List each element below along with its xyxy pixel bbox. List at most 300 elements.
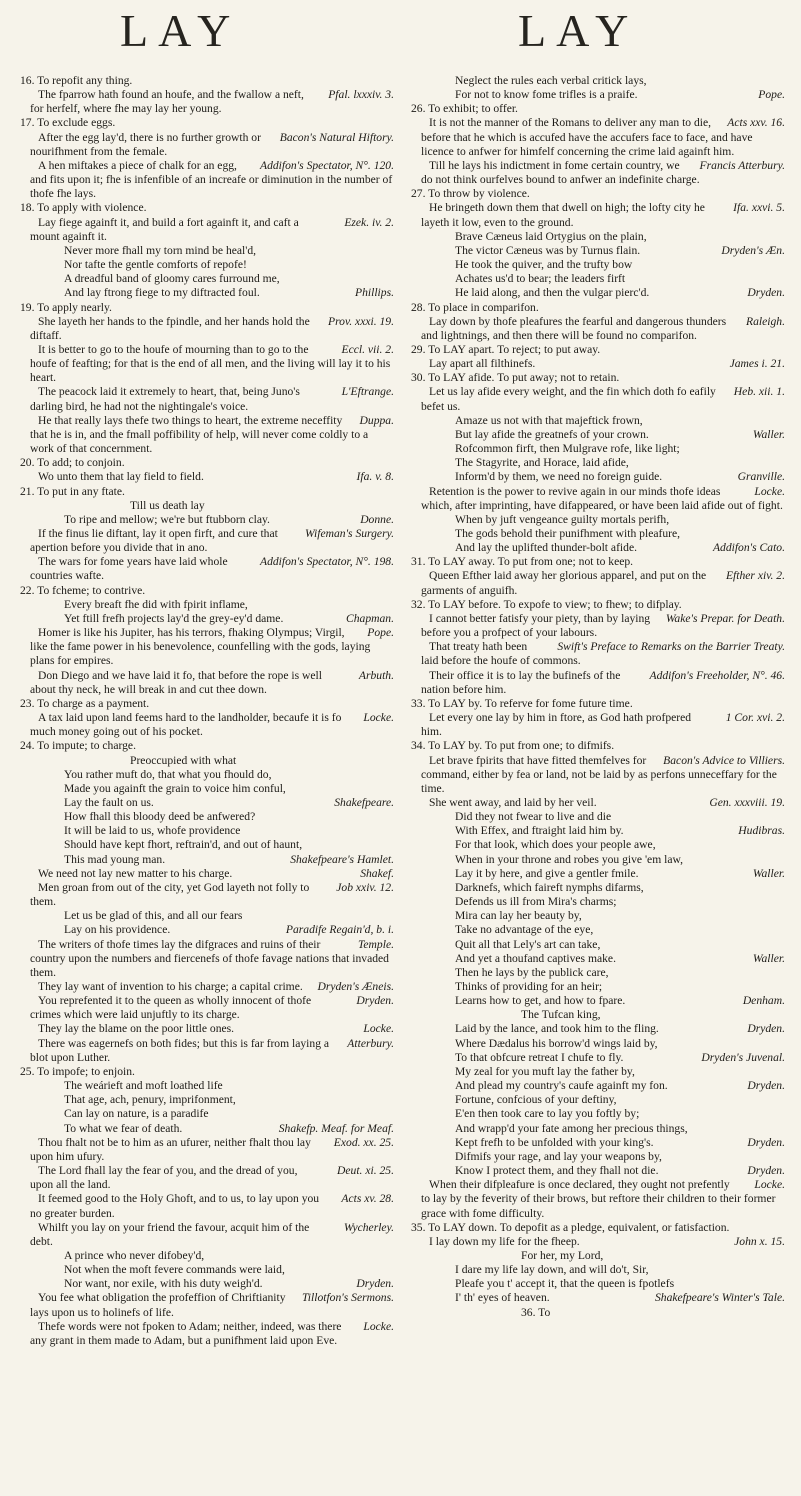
- entry-text: The Tufcan king,: [521, 1008, 601, 1022]
- quotation: [20, 1320, 394, 1348]
- verse-line: [20, 824, 394, 838]
- verse-line: [411, 994, 785, 1008]
- entry-text: And yet a thoufand captives make.: [455, 951, 616, 965]
- entry-text: If the finus lie diftant, lay it open firft, and cure that apertion before you divide that in ano.: [30, 527, 278, 555]
- citation: Locke.: [363, 1022, 394, 1036]
- quotation: [20, 867, 394, 881]
- entry-text: Wo unto them that lay field to field.: [38, 470, 204, 484]
- entry-text: I dare my life lay down, and will do't, Sir,: [455, 1263, 649, 1277]
- citation: Granville.: [737, 470, 785, 484]
- citation: Locke.: [754, 484, 785, 498]
- verse-line: [20, 1107, 394, 1121]
- entry-text: 24. To impute; to charge.: [20, 739, 136, 753]
- sense-heading: [20, 739, 394, 753]
- entry-text: E'en then took care to lay you foftly by;: [455, 1107, 640, 1121]
- citation: Ezek. iv. 2.: [344, 215, 394, 229]
- entry-text: Laid by the lance, and took him to the fling.: [455, 1022, 659, 1036]
- sense-heading: [20, 116, 394, 130]
- verse-line: [411, 258, 785, 272]
- entry-text: Learns how to get, and how to fpare.: [455, 994, 626, 1008]
- right-column: [411, 74, 785, 1484]
- citation: James i. 21.: [729, 357, 785, 371]
- citation: Waller.: [752, 427, 785, 441]
- verse-line: [411, 810, 785, 824]
- citation: Atterbury.: [347, 1036, 394, 1050]
- verse-line: [411, 1093, 785, 1107]
- entry-text: Men groan from out of the city, yet God layeth not folly to them.: [30, 880, 310, 909]
- verse-line: [411, 1291, 785, 1305]
- verse-line: [411, 938, 785, 952]
- entry-text: 27. To throw by violence.: [411, 187, 530, 201]
- citation: Efther xiv. 2.: [725, 569, 785, 583]
- entry-text: Achates us'd to bear; the leaders firft: [455, 272, 626, 286]
- sense-heading: [411, 555, 785, 569]
- entry-text: Not when the moft fevere commands were laid,: [64, 1263, 285, 1277]
- quotation: [20, 131, 394, 159]
- verse-line: [411, 824, 785, 838]
- entry-text: 34. To LAY by. To put from one; to difmifs.: [411, 739, 615, 753]
- sense-heading: [411, 371, 785, 385]
- entry-text: It is not the manner of the Romans to deliver any man to die, before that he which is accufed have the accufers face to face, and have licence to anfwer for himfelf concerning the crime laid againft him.: [421, 116, 753, 158]
- citation: Dryden.: [356, 994, 394, 1008]
- left-column: [20, 74, 394, 1484]
- entry-text: Let brave fpirits that have fitted themfelves for command, either by fea or land, not be laid by as perfons unneceffary for the time.: [421, 753, 777, 795]
- sense-heading: [411, 697, 785, 711]
- entry-text: 28. To place in comparifon.: [411, 300, 539, 314]
- citation: Duppa.: [359, 413, 394, 427]
- sense-heading: [411, 301, 785, 315]
- entry-text: But lay afide the greatnefs of your crown.: [455, 427, 649, 441]
- verse-line: [20, 286, 394, 300]
- entry-text: 32. To LAY before. To expofe to view; to fhew; to difplay.: [411, 597, 682, 611]
- citation: Addifon's Cato.: [712, 541, 785, 555]
- entry-text: It will be laid to us, whofe providence: [64, 824, 241, 838]
- citation: Shakef.: [360, 866, 394, 880]
- verse-line: [411, 456, 785, 470]
- entry-text: There was eagernefs on both fides; but this is far from laying a blot upon Luther.: [30, 1036, 330, 1064]
- entry-text: Homer is like his Jupiter, has his terrors, fhaking Olympus; Virgil, like the fame power in his benevolence, counfelling with the gods, laying plans for empires.: [30, 626, 371, 668]
- citation: Shakefp. Meaf. for Meaf.: [278, 1121, 394, 1135]
- quotation: [20, 88, 394, 116]
- quotation: [411, 612, 785, 640]
- entry-text: 29. To LAY apart. To reject; to put away.: [411, 342, 601, 356]
- entry-text: He laid along, and then the vulgar pierc'd.: [455, 286, 650, 300]
- citation: Wake's Prepar. for Death.: [665, 611, 785, 625]
- verse-line: [20, 923, 394, 937]
- entry-text: Never more fhall my torn mind be heal'd,: [64, 243, 257, 257]
- citation: Dryden's Æn.: [721, 243, 785, 257]
- citation: Waller.: [752, 951, 785, 965]
- citation: Tillotfon's Sermons.: [301, 1291, 394, 1305]
- citation: Deut. xi. 25.: [337, 1164, 394, 1178]
- citation: Arbuth.: [358, 668, 394, 682]
- verse-line: [411, 1022, 785, 1036]
- entry-text: That treaty hath been laid before the houfe of commons.: [421, 640, 581, 668]
- entry-text: For not to know fome trifles is a praife.: [455, 88, 638, 102]
- verse-line: [411, 230, 785, 244]
- verse-line: [20, 1122, 394, 1136]
- quotation: [411, 485, 785, 513]
- entry-text: You reprefented it to the queen as wholly innocent of thofe crimes which were laid unjuftly to its charge.: [30, 994, 312, 1022]
- citation: Pope.: [367, 626, 394, 640]
- quotation: [411, 315, 785, 343]
- entry-text: 31. To LAY away. To put from one; not to keep.: [411, 555, 634, 569]
- entry-text: Thefe words were not fpoken to Adam; neither, indeed, was there any grant in them made to Adam, but a punifhment laid upon Eve.: [30, 1319, 342, 1347]
- entry-text: The Lord fhall lay the fear of you, and the dread of you, upon all the land.: [30, 1164, 298, 1192]
- citation: Bacon's Advice to Villiers.: [663, 753, 785, 767]
- entry-text: The peacock laid it extremely to heart, that, being Juno's darling bird, he had not the nightingale's voice.: [30, 385, 300, 413]
- entry-text: The gods behold their punifhment with pleafure,: [455, 527, 681, 540]
- citation: Francis Atterbury.: [699, 158, 785, 172]
- entry-text: Retention is the power to revive again in our minds thofe ideas which, after imprinting, have difappeared, or have been laid afide out of fight.: [421, 484, 783, 512]
- entry-text: Their office it is to lay the bufinefs of the nation before him.: [421, 668, 621, 696]
- verse-line: [411, 1051, 785, 1065]
- quotation: [20, 1037, 394, 1065]
- verse-line: [411, 1037, 785, 1051]
- entry-text: Lay it by here, and give a gentler fmile.: [455, 866, 639, 880]
- citation: Swift's Preface to Remarks on the Barrier Treaty.: [557, 640, 785, 654]
- citation: L'Eftrange.: [341, 385, 394, 399]
- running-head-right: LAY: [518, 5, 639, 56]
- entry-text: A hen miftakes a piece of chalk for an egg, and fits upon it; fhe is infenfible of an increafe or diminution in the number of thofe fhe lays.: [30, 158, 393, 201]
- entry-text: With Effex, and ftraight laid him by.: [455, 824, 624, 838]
- citation: Chapman.: [346, 611, 394, 625]
- entry-text: 18. To apply with violence.: [20, 201, 147, 215]
- entry-text: I lay down my life for the fheep.: [429, 1234, 580, 1248]
- verse-line: [20, 598, 394, 612]
- citation: Wycherley.: [343, 1220, 394, 1234]
- citation: Shakefpeare.: [334, 795, 394, 809]
- entry-text: Till us death lay: [130, 498, 205, 512]
- verse-line: [411, 838, 785, 852]
- citation: Ifa. xxvi. 5.: [733, 201, 785, 215]
- entry-text: And lay the uplifted thunder-bolt afide.: [455, 541, 637, 555]
- entry-text: To what we fear of death.: [64, 1121, 183, 1135]
- entry-text: After the egg lay'd, there is no further growth or nourifhment from the female.: [30, 130, 261, 158]
- verse-line: [20, 612, 394, 626]
- entry-text: Lay the fault on us.: [64, 795, 154, 809]
- citation: Addifon's Spectator, N°. 120.: [259, 158, 394, 172]
- verse-line: [411, 527, 785, 541]
- verse-line: [411, 952, 785, 966]
- sense-heading: [20, 1065, 394, 1079]
- entry-text: They lay want of invention to his charge; a capital crime.: [38, 980, 303, 993]
- quotation: [20, 980, 394, 994]
- verse-line: [411, 88, 785, 102]
- verse-line: [20, 1079, 394, 1093]
- citation: Dryden.: [747, 1079, 785, 1093]
- entry-text: She layeth her hands to the fpindle, and her hands hold the diftaff.: [30, 314, 310, 342]
- entry-text: Let us be glad of this, and all our fears: [64, 909, 243, 923]
- entry-text: It is better to go to the houfe of mourning than to go to the houfe of feafting; for that is the end of all men, and the living will lay it to his heart.: [30, 342, 391, 385]
- quotation: [20, 555, 394, 583]
- page-header: [0, 4, 801, 64]
- entry-text: A dreadful band of gloomy cares furround me,: [64, 272, 280, 286]
- entry-text: Inform'd by them, we need no foreign guide.: [455, 470, 663, 484]
- quotation: [20, 1291, 394, 1319]
- entry-text: And lay ftrong fiege to my diftracted foul.: [64, 286, 260, 300]
- verse-line: [411, 286, 785, 300]
- verse-line: [411, 980, 785, 994]
- entry-text: 33. To LAY by. To referve for fome future time.: [411, 696, 633, 710]
- entry-text: Defends us ill from Mira's charms;: [455, 895, 617, 909]
- verse-line: [20, 768, 394, 782]
- quotation: [411, 1178, 785, 1220]
- sense-heading: [411, 343, 785, 357]
- entry-text: Kept frefh to be unfolded with your king's.: [455, 1135, 654, 1149]
- citation: Shakefpeare's Winter's Tale.: [654, 1291, 785, 1305]
- citation: 1 Cor. xvi. 2.: [725, 711, 785, 725]
- entry-text: My zeal for you muft lay the father by,: [455, 1064, 635, 1078]
- entry-text: 26. To exhibit; to offer.: [411, 102, 518, 116]
- citation: Dryden.: [356, 1277, 394, 1291]
- entry-text: When by juft vengeance guilty mortals perifh,: [455, 512, 670, 526]
- entry-text: The fparrow hath found an houfe, and the fwallow a neft, for herfelf, where fhe may lay her young.: [30, 88, 304, 116]
- citation: Dryden.: [747, 1164, 785, 1178]
- verse-line: [20, 909, 394, 923]
- entry-text: Lay on his providence.: [64, 923, 171, 937]
- verse-line: [20, 244, 394, 258]
- entry-text: Pleafe you t' accept it, that the queen is fpotlefs: [455, 1277, 675, 1291]
- entry-text: How fhall this bloody deed be anfwered?: [64, 810, 256, 824]
- verse-line: [20, 272, 394, 286]
- citation: Gen. xxxviii. 19.: [709, 795, 785, 809]
- citation: John x. 15.: [734, 1234, 785, 1248]
- sense-heading: [20, 697, 394, 711]
- verse-line: [411, 1065, 785, 1079]
- verse-line: [20, 513, 394, 527]
- entry-text: And wrapp'd your fate among her precious things,: [455, 1121, 688, 1135]
- citation: Shakefpeare's Hamlet.: [290, 852, 394, 866]
- entry-text: 25. To impofe; to enjoin.: [20, 1064, 135, 1078]
- quotation: [411, 796, 785, 810]
- verse-line: [20, 838, 394, 852]
- verse-line: [20, 782, 394, 796]
- citation: Dryden.: [747, 286, 785, 300]
- entry-text: I cannot better fatisfy your piety, than by laying before you a profpect of your labours.: [421, 611, 651, 640]
- verse-line: [20, 1093, 394, 1107]
- entry-text: They lay the blame on the poor little ones.: [38, 1022, 235, 1036]
- citation: Exod. xx. 25.: [333, 1135, 394, 1149]
- verse-line: [20, 258, 394, 272]
- entry-text: When their difpleafure is once declared, they ought not prefently to lay by the feverity of their brows, but reftore their children to their former grace with fome difficulty.: [421, 1178, 776, 1220]
- citation: Dryden's Æneis.: [317, 980, 394, 993]
- verse-line: [20, 754, 394, 768]
- citation: Dryden's Juvenal.: [701, 1050, 785, 1064]
- entry-text: Whilft you lay on your friend the favour, acquit him of the debt.: [30, 1220, 310, 1248]
- sense-heading: [20, 584, 394, 598]
- verse-line: [411, 1164, 785, 1178]
- entry-text: Know I protect them, and they fhall not die.: [455, 1164, 659, 1178]
- entry-text: Made you againft the grain to voice him conful,: [64, 781, 286, 795]
- entry-text: Fortune, confcious of your deftiny,: [455, 1093, 617, 1107]
- entry-text: A prince who never difobey'd,: [64, 1248, 205, 1262]
- quotation: [20, 470, 394, 484]
- entry-text: Let every one lay by him in ftore, as God hath profpered him.: [421, 711, 692, 739]
- quotation: [411, 640, 785, 668]
- citation: Addifon's Freeholder, N°. 46.: [649, 668, 785, 682]
- sense-heading: [411, 739, 785, 753]
- entry-text: Quit all that Lely's art can take,: [455, 937, 601, 951]
- verse-line: [411, 244, 785, 258]
- running-head-left: LAY: [120, 5, 241, 56]
- quotation: [20, 1221, 394, 1249]
- citation: Eccl. vii. 2.: [341, 342, 394, 356]
- verse-line: [20, 1249, 394, 1263]
- quotation: [411, 1235, 785, 1249]
- entry-text: Thou fhalt not be to him as an ufurer, neither fhalt thou lay upon him ufury.: [30, 1135, 311, 1163]
- entry-text: Don Diego and we have laid it fo, that before the rope is well about thy neck, he will break in and cut thee down.: [30, 668, 322, 696]
- entry-text: Queen Efther laid away her glorious apparel, and put on the garments of anguifh.: [421, 569, 707, 597]
- verse-line: [20, 853, 394, 867]
- quotation: [411, 159, 785, 187]
- entry-text: Can lay on nature, is a paradife: [64, 1107, 209, 1121]
- verse-line: [411, 428, 785, 442]
- citation: Raleigh.: [746, 314, 785, 328]
- sense-heading: [411, 1221, 785, 1235]
- verse-line: [411, 923, 785, 937]
- entry-text: He that really lays thefe two things to heart, the extreme neceffity that he is in, and the fmall poffibility of help, will never come coldly to a work of that concernment.: [30, 413, 369, 456]
- entry-text: This mad young man.: [64, 852, 166, 866]
- citation: Ifa. v. 8.: [356, 470, 394, 484]
- verse-line: [411, 867, 785, 881]
- quotation: [20, 159, 394, 201]
- citation: Locke.: [754, 1178, 785, 1192]
- quotation: [411, 116, 785, 158]
- entry-text: Difmifs your rage, and lay your weapons by,: [455, 1149, 662, 1163]
- citation: Waller.: [752, 866, 785, 880]
- quotation: [20, 385, 394, 413]
- citation: Heb. xii. 1.: [733, 385, 785, 399]
- entry-text: Darknefs, which faireft nymphs difarms,: [455, 880, 644, 894]
- quotation: [411, 357, 785, 371]
- verse-line: [411, 1008, 785, 1022]
- entry-text: When in your throne and robes you give 'em law,: [455, 852, 683, 866]
- entry-text: That age, ach, penury, imprifonment,: [64, 1093, 236, 1107]
- entry-text: To that obfcure retreat I chufe to fly.: [455, 1050, 624, 1064]
- citation: Acts xxv. 16.: [727, 116, 785, 130]
- entry-text: Amaze us not with that majeftick frown,: [455, 413, 643, 427]
- entry-text: The victor Cæneus was by Turnus flain.: [455, 243, 641, 257]
- citation: Phillips.: [355, 286, 394, 300]
- entry-text: Every breaft fhe did with fpirit inflame,: [64, 597, 248, 611]
- verse-line: [20, 810, 394, 824]
- entry-text: Lay down by thofe pleafures the fearful and dangerous thunders and lightnings, and then there will be found no comparifon.: [421, 314, 727, 342]
- citation: Prov. xxxi. 19.: [328, 314, 394, 328]
- sense-heading: [411, 598, 785, 612]
- verse-line: [20, 1277, 394, 1291]
- quotation: [411, 754, 785, 796]
- entry-text: You fee what obligation the profeffion of Chriftianity lays upon us to holinefs of life.: [30, 1291, 286, 1319]
- entry-text: He bringeth down them that dwell on high; the lofty city he layeth it low, even to the ground.: [421, 201, 705, 229]
- entry-text: For that look, which does your people awe,: [455, 838, 656, 852]
- sense-heading: [20, 485, 394, 499]
- citation: Temple.: [358, 937, 394, 951]
- verse-line: [411, 1277, 785, 1291]
- entry-text: Then he lays by the publick care,: [455, 965, 609, 979]
- entry-text: Where Dædalus his borrow'd wings laid by,: [455, 1036, 658, 1050]
- verse-line: [411, 1150, 785, 1164]
- citation: Wifeman's Surgery.: [305, 527, 394, 540]
- quotation: [411, 201, 785, 229]
- quotation: [20, 414, 394, 456]
- entry-text: Neglect the rules each verbal critick lays,: [455, 74, 647, 87]
- entry-text: 36. To: [521, 1305, 551, 1319]
- sense-heading: [20, 74, 394, 88]
- verse-line: [411, 1122, 785, 1136]
- citation: Denham.: [742, 994, 785, 1008]
- verse-line: [411, 895, 785, 909]
- citation: Pope.: [758, 88, 785, 102]
- quotation: [20, 669, 394, 697]
- quotation: [20, 626, 394, 668]
- entry-text: Should have kept fhort, reftrain'd, and out of haunt,: [64, 838, 303, 852]
- entry-text: Thinks of providing for an heir;: [455, 980, 603, 993]
- entry-text: 21. To put in any ftate.: [20, 484, 125, 498]
- quotation: [20, 1164, 394, 1192]
- verse-line: [411, 74, 785, 88]
- quotation: [20, 938, 394, 980]
- sense-heading: [411, 187, 785, 201]
- entry-text: Till he lays his indictment in fome certain country, we do not think ourfelves bound to anfwer an indefinite charge.: [421, 158, 700, 187]
- quotation: [411, 569, 785, 597]
- entry-text: Nor want, nor exile, with his duty weigh'd.: [64, 1277, 263, 1291]
- quotation: [20, 315, 394, 343]
- quotation: [20, 881, 394, 909]
- citation: Acts xv. 28.: [341, 1192, 394, 1206]
- verse-line: [411, 272, 785, 286]
- citation: Pfal. lxxxiv. 3.: [328, 88, 394, 102]
- entry-text: It feemed good to the Holy Ghoft, and to us, to lay upon you no greater burden.: [30, 1192, 320, 1220]
- entry-text: We need not lay new matter to his charge.: [38, 866, 233, 880]
- verse-line: [411, 470, 785, 484]
- entry-text: To ripe and mellow; we're but ftubborn clay.: [64, 512, 270, 526]
- citation: Paradife Regain'd, b. i.: [285, 923, 394, 937]
- entry-text: The wars for fome years have laid whole countries wafte.: [30, 555, 228, 583]
- citation: Bacon's Natural Hiftory.: [279, 130, 394, 144]
- quotation: [411, 669, 785, 697]
- entry-text: I' th' eyes of heaven.: [455, 1291, 550, 1305]
- verse-line: [411, 513, 785, 527]
- verse-line: [411, 853, 785, 867]
- entry-text: 20. To add; to conjoin.: [20, 456, 125, 470]
- citation: Dryden.: [747, 1022, 785, 1036]
- verse-line: [411, 1107, 785, 1121]
- verse-line: [411, 1263, 785, 1277]
- entry-text: Preoccupied with what: [130, 753, 237, 767]
- verse-line: [20, 499, 394, 513]
- citation: Locke.: [363, 1319, 394, 1333]
- entry-text: Take no advantage of the eye,: [455, 923, 594, 937]
- entry-text: The Stagyrite, and Horace, laid afide,: [455, 456, 629, 470]
- sense-heading: [20, 301, 394, 315]
- quotation: [20, 994, 394, 1022]
- entry-text: Did they not fwear to live and die: [455, 810, 612, 824]
- citation: Donne.: [360, 512, 394, 526]
- quotation: [20, 1136, 394, 1164]
- entry-text: A tax laid upon land feems hard to the landholder, becaufe it is fo much money going out of his pocket.: [30, 711, 342, 739]
- entry-text: Lay fiege againft it, and build a fort againft it, and caft a mount againft it.: [30, 215, 299, 243]
- citation: Addifon's Spectator, N°. 198.: [259, 555, 394, 569]
- entry-text: Mira can lay her beauty by,: [455, 909, 582, 923]
- entry-text: Yet ftill frefh projects lay'd the grey-ey'd dame.: [64, 611, 284, 625]
- quotation: [411, 711, 785, 739]
- entry-text: And plead my country's caufe againft my fon.: [455, 1079, 668, 1093]
- entry-text: 22. To fcheme; to contrive.: [20, 583, 146, 597]
- citation: Locke.: [363, 711, 394, 725]
- sense-heading: [20, 456, 394, 470]
- entry-text: 35. To LAY down. To depofit as a pledge, equivalent, or fatisfaction.: [411, 1220, 730, 1234]
